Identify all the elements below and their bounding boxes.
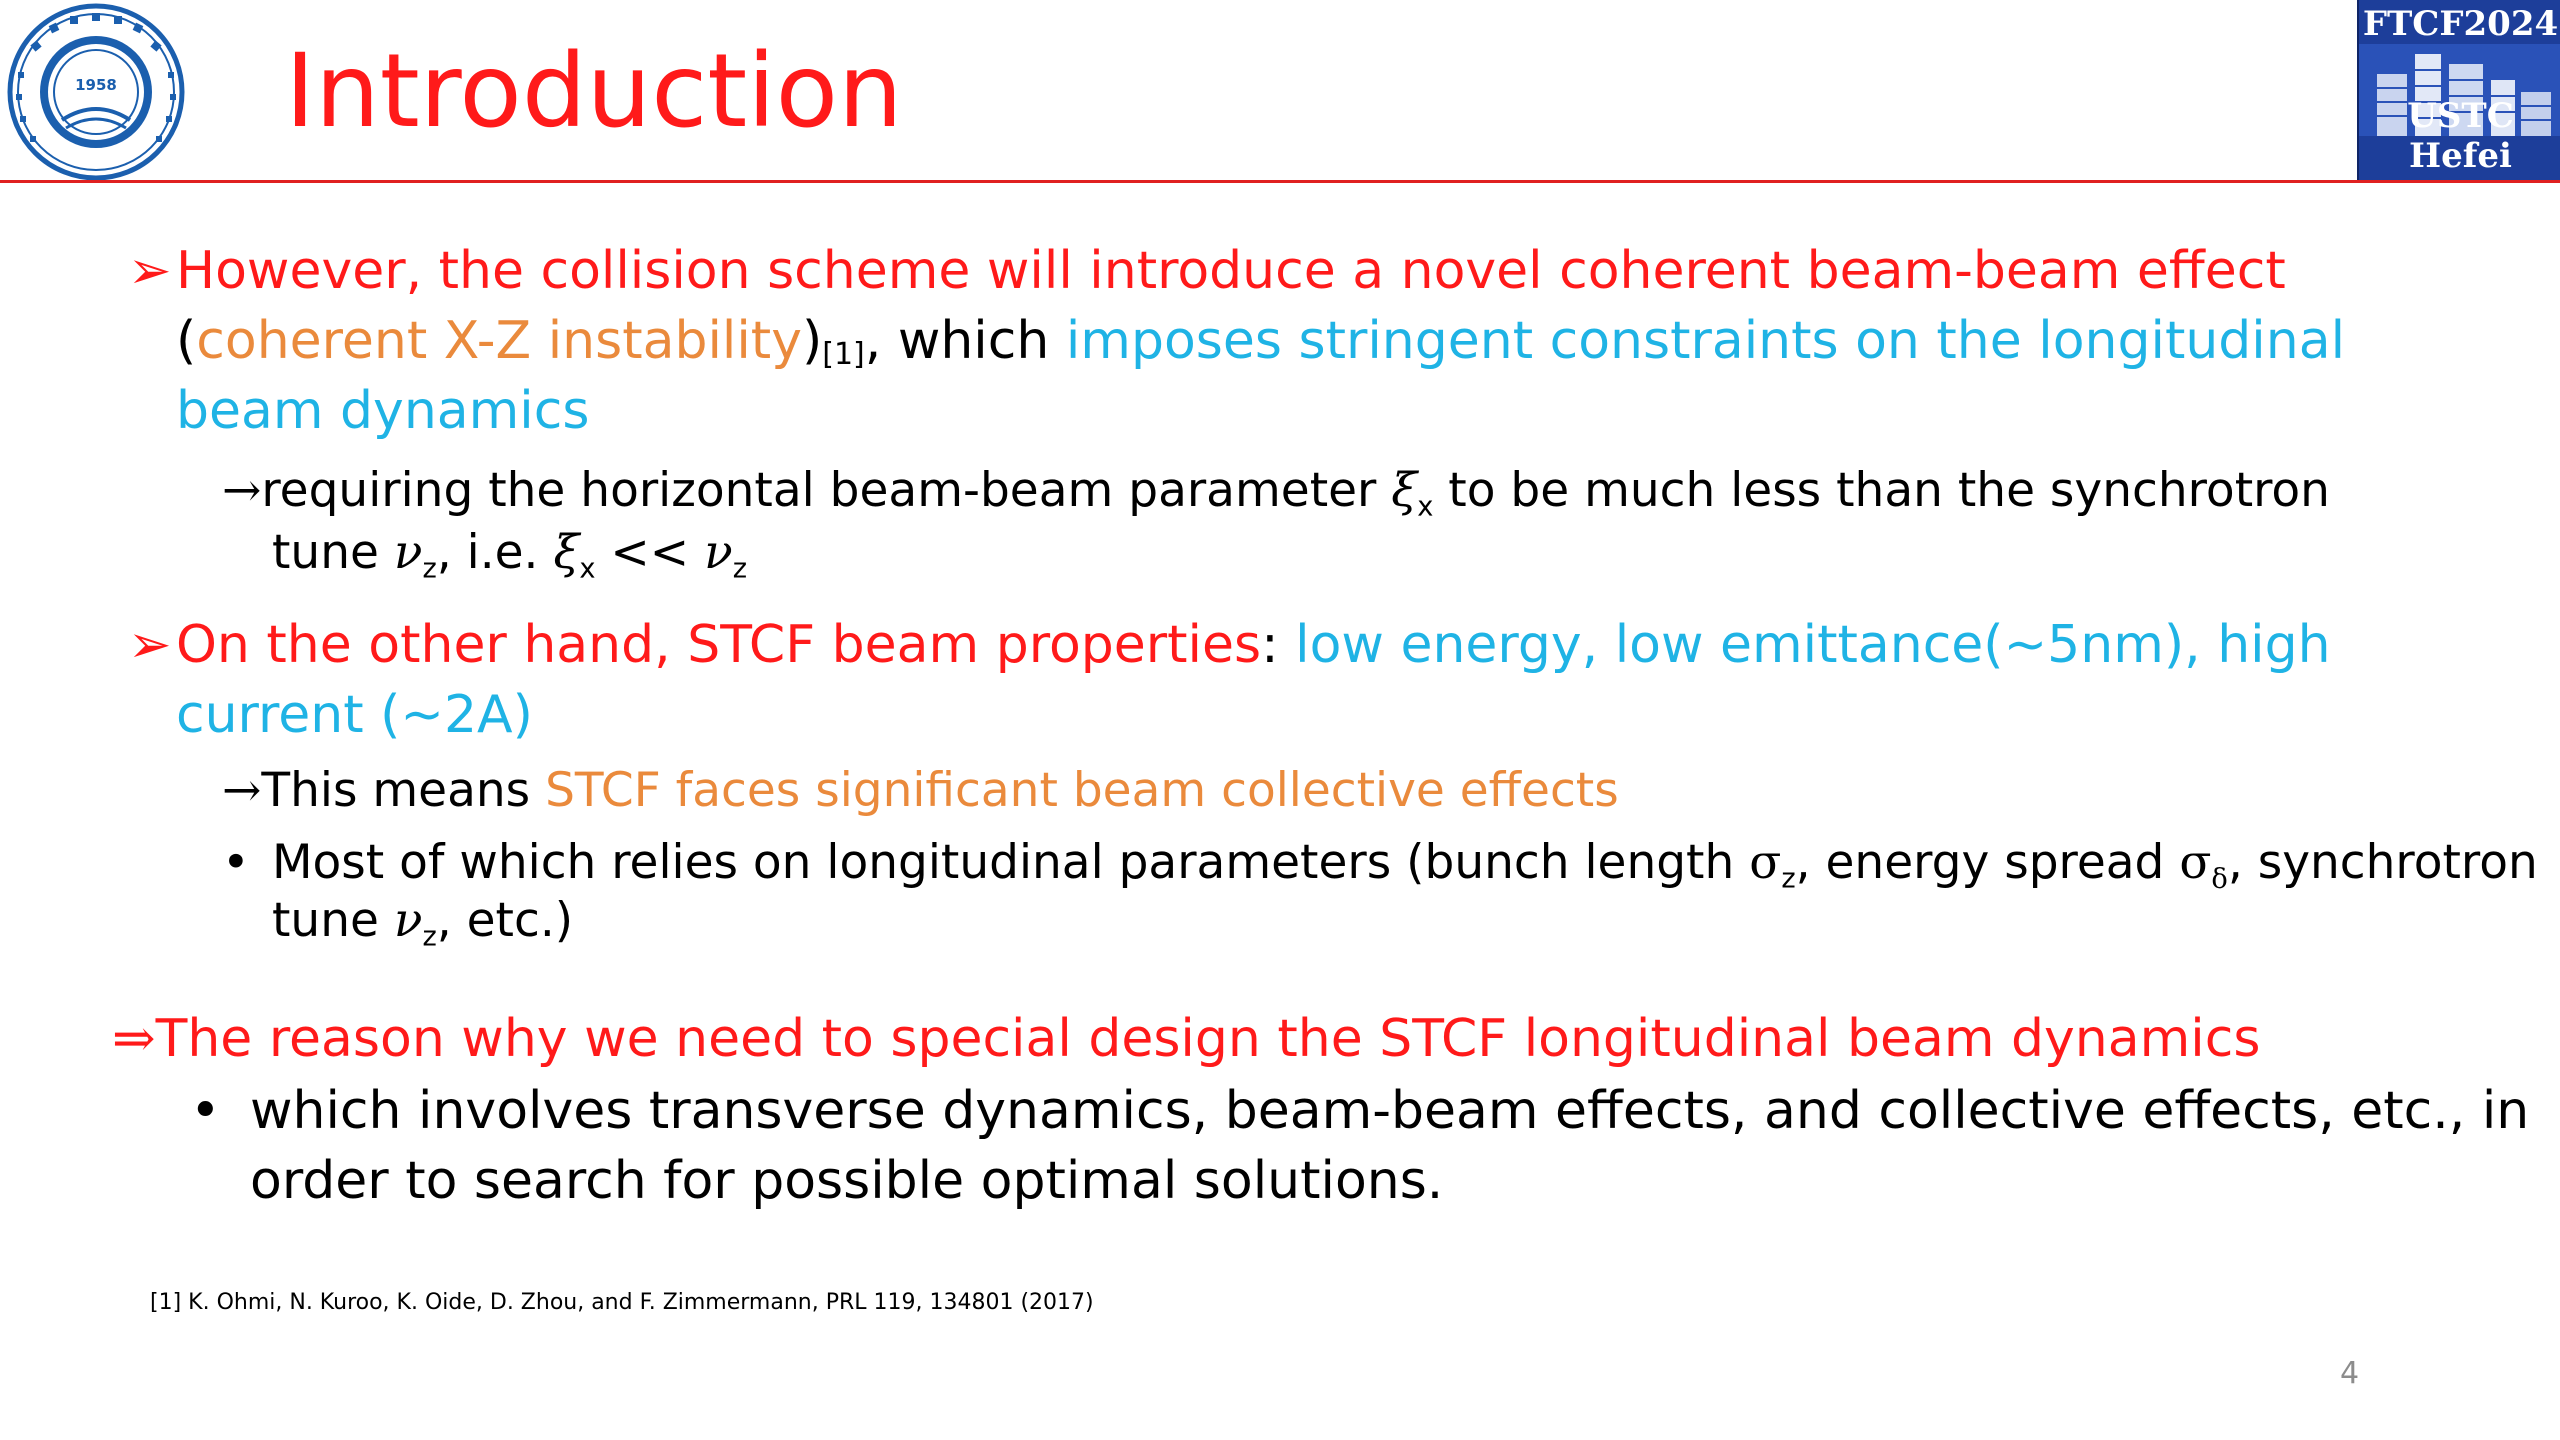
xi-subscript-2: x	[579, 553, 596, 585]
collective-effects-text: STCF faces significant beam collective effects	[545, 763, 1619, 818]
paren-close: )	[801, 311, 823, 371]
bullet-dot-icon: •	[222, 835, 250, 890]
bullet1-line3: beam dynamics	[176, 381, 590, 441]
tune-label: tune	[272, 525, 394, 580]
svg-text:1958: 1958	[75, 76, 117, 94]
xi-symbol: ξ	[1391, 463, 1418, 518]
colon: :	[1261, 615, 1296, 675]
university-logo	[2, 2, 190, 182]
conclusion-detail-line1: which involves transverse dynamics, beam-beam effects, and collective effects, etc., in	[250, 1081, 2530, 1141]
sub3-text-a: Most of which relies on longitudinal parameters (bunch length	[272, 835, 1750, 890]
sub1-line1	[222, 460, 2330, 522]
etc-text: , etc.)	[436, 893, 574, 948]
tune-label-2: tune	[272, 893, 394, 948]
nu-subscript: z	[422, 553, 437, 585]
slide-title: Introduction	[285, 32, 903, 151]
implies-arrow-icon: ⇒	[112, 1009, 156, 1069]
page-number: 4	[2340, 1356, 2360, 1391]
sub3-text-b: , energy spread	[1795, 835, 2180, 890]
bullet2-line1	[176, 610, 2331, 680]
sub1-text-b: to be much less than the synchrotron	[1433, 463, 2330, 518]
sigma-symbol-2: σ	[2179, 835, 2212, 890]
reference-marker: [1]	[822, 337, 865, 372]
bullet-dot-icon-2: •	[190, 1081, 221, 1141]
badge-title: FTCF2024	[2362, 4, 2559, 44]
right-arrow-icon-2: →	[222, 763, 262, 818]
nu-subscript-3: z	[422, 921, 437, 953]
this-means-text: This means	[261, 763, 546, 818]
nu-subscript-2: z	[732, 553, 748, 585]
nu-symbol: ν	[393, 525, 423, 580]
right-arrow-icon: →	[222, 463, 262, 518]
sub3-line2	[272, 890, 573, 952]
bullet-arrow-icon: ➢	[128, 241, 172, 301]
bullet-arrow-icon-2: ➢	[128, 615, 172, 675]
university-seal-icon	[2, 2, 190, 182]
ie-text: , i.e.	[436, 525, 554, 580]
xi-symbol-2: ξ	[553, 525, 580, 580]
which-text: , which	[864, 311, 1066, 371]
footnote-reference: [1] K. Ohmi, N. Kuroo, K. Oide, D. Zhou, and F. Zimmermann, PRL 119, 134801 (2017)	[150, 1290, 1094, 1315]
conference-badge	[2357, 0, 2560, 180]
much-less-than: <<	[595, 525, 705, 580]
constraint-text: imposes stringent constraints on the longitudinal	[1065, 311, 2346, 371]
sub2-line	[222, 760, 1619, 822]
bullet2-line2: current (~2A)	[176, 685, 533, 745]
badge-subtitle: USTC Hefei	[2407, 96, 2514, 176]
sigma-subscript-z: z	[1781, 863, 1796, 895]
sigma-subscript-delta: δ	[2211, 863, 2228, 895]
conclusion-text: The reason why we need to special design the STCF longitudinal beam dynamics	[155, 1009, 2261, 1069]
conclusion-detail-line2: order to search for possible optimal solutions.	[250, 1151, 1444, 1211]
sub3-text-c: , synchrotron	[2227, 835, 2538, 890]
sub1-line2	[272, 522, 747, 584]
sub1-text-a: requiring the horizontal beam-beam parameter	[261, 463, 1392, 518]
conclusion-line	[112, 1004, 2260, 1074]
paren-open: (	[176, 311, 197, 371]
instability-term: coherent X-Z instability	[196, 311, 802, 371]
beam-properties-values: low energy, low emittance(~5nm), high	[1295, 615, 2331, 675]
xi-subscript: x	[1417, 491, 1434, 523]
bullet1-line1: However, the collision scheme will introduce a novel coherent beam-beam effect	[176, 241, 2286, 301]
nu-symbol-3: ν	[393, 893, 423, 948]
nu-symbol-2: ν	[704, 525, 733, 580]
beam-properties-label: On the other hand, STCF beam properties	[176, 615, 1262, 675]
sub3-line1	[272, 832, 2538, 894]
sigma-symbol: σ	[1749, 835, 1782, 890]
header-divider	[0, 180, 2560, 183]
